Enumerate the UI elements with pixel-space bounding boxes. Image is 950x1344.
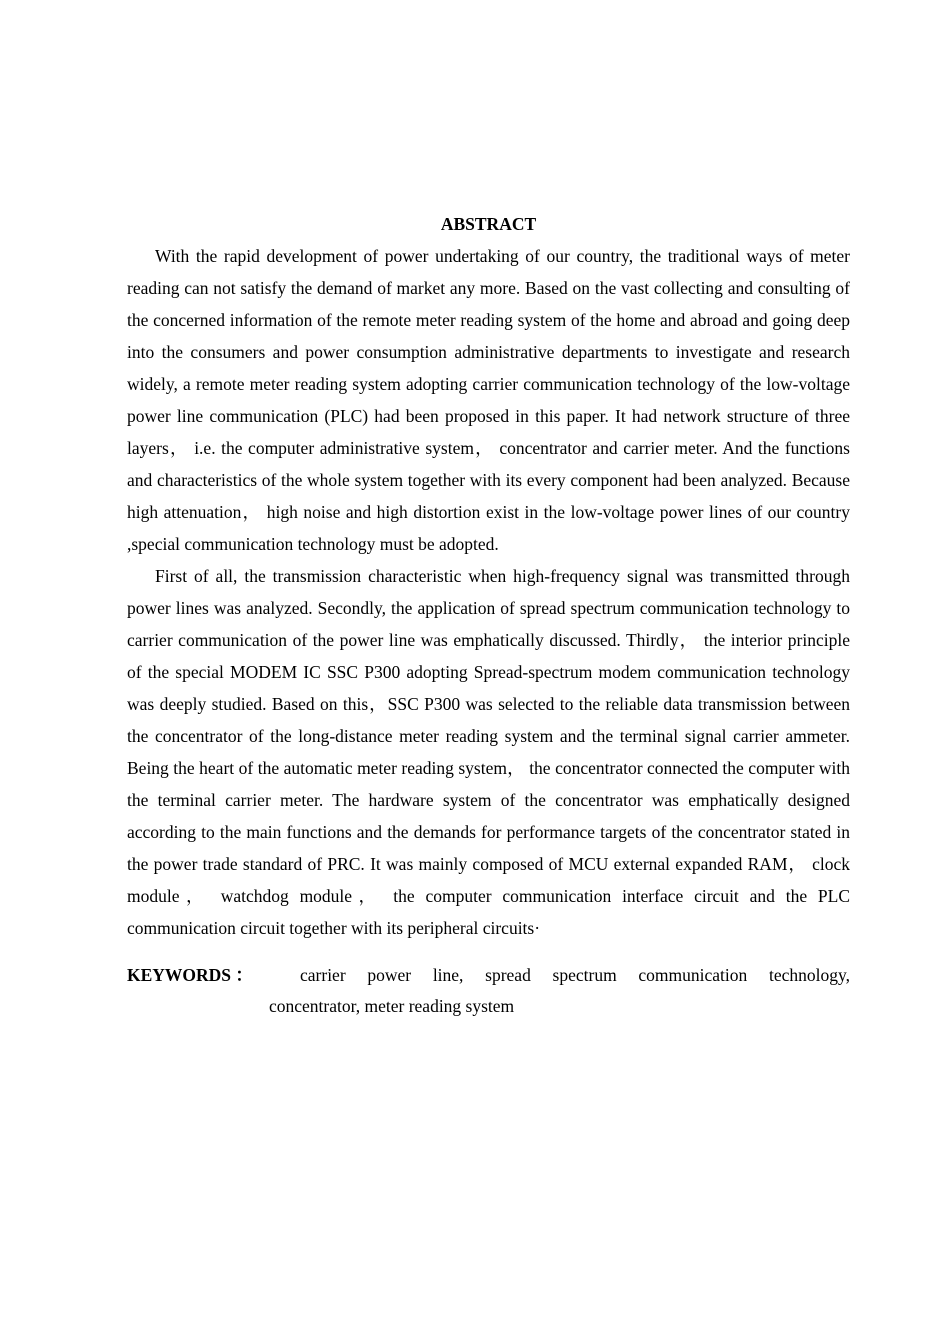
keywords-line-1: carrier power line, spread spectrum communication technology,	[300, 965, 850, 985]
keywords-line-2: concentrator, meter reading system	[269, 996, 515, 1016]
keywords-label: KEYWORDS ：	[127, 965, 253, 985]
abstract-section	[127, 210, 850, 1022]
abstract-title: ABSTRACT	[440, 214, 537, 234]
keywords-block	[127, 960, 850, 1022]
abstract-paragraph-1: With the rapid development of power undertaking of our country, the traditional ways of meter reading can not satisfy the demand of market any more. Based on the vast collecting and consulting of the concerned information of the remote meter reading system of the home and abroad and going deep into the consumers and power consumption administrative departments to investigate and research widely, a remote meter reading system adopting carrier communication technology of the low-voltage power line communication (PLC) had been proposed in this paper. It had network structure of three layers， i.e. the computer administrative system， concentrator and carrier meter. And the functions and characteristics of the whole system together with its every component had been analyzed. Because high attenuation， high noise and high distortion exist in the low-voltage power lines of our country ,special communication technology must be adopted.	[127, 246, 850, 554]
abstract-paragraph-2: First of all, the transmission characteristic when high-frequency signal was transmitted through power lines was analyzed. Secondly, the application of spread spectrum communication technology to carrier communication of the power line was emphatically discussed. Thirdly， the interior principle of the special MODEM IC SSC P300 adopting Spread-spectrum modem communication technology was deeply studied. Based on this，SSC P300 was selected to the reliable data transmission between the concentrator of the long-distance meter reading system and the terminal signal carrier ammeter. Being the heart of the automatic meter reading system， the concentrator connected the computer with the terminal carrier meter. The hardware system of the concentrator was emphatically designed according to the main functions and the demands for performance targets of the concentrator stated in the power trade standard of PRC. It was mainly composed of MCU external expanded RAM， clock module， watchdog module， the computer communication interface circuit and the PLC communication circuit together with its peripheral circuits·	[127, 566, 850, 938]
